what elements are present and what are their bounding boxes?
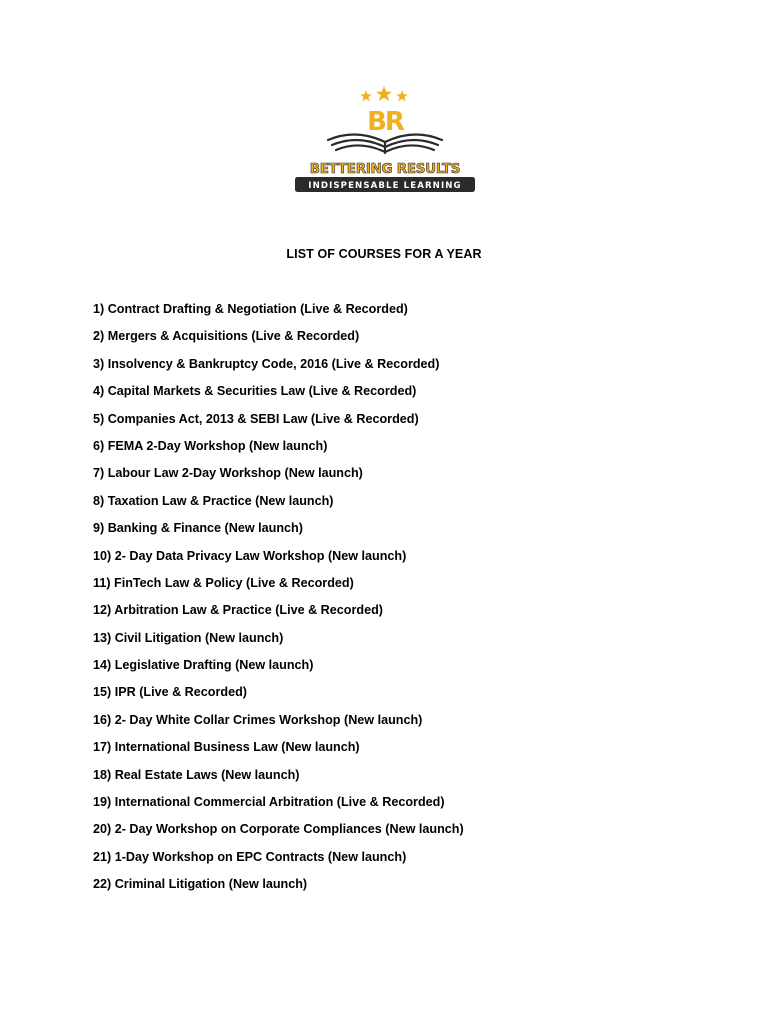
course-item: 11) FinTech Law & Policy (Live & Recorded) <box>93 575 354 590</box>
course-item: 18) Real Estate Laws (New launch) <box>93 767 300 782</box>
course-item: 2) Mergers & Acquisitions (Live & Recorded) <box>93 329 360 344</box>
course-item: 4) Capital Markets & Securities Law (Live & Recorded) <box>93 384 417 399</box>
course-item: 22) Criminal Litigation (New launch) <box>93 877 308 892</box>
course-item: 16) 2- Day White Collar Crimes Workshop (New launch) <box>93 712 423 727</box>
course-item: 14) Legislative Drafting (New launch) <box>93 658 314 673</box>
course-item: 21) 1-Day Workshop on EPC Contracts (New launch) <box>93 849 407 864</box>
course-item: 13) Civil Litigation (New launch) <box>93 630 284 645</box>
logo-tagline: INDISPENSABLE LEARNING <box>308 181 462 192</box>
course-item: 10) 2- Day Data Privacy Law Workshop (New launch) <box>93 548 407 563</box>
course-item: 12) Arbitration Law & Practice (Live & Recorded) <box>93 603 383 618</box>
course-item: 5) Companies Act, 2013 & SEBI Law (Live & Recorded) <box>93 411 419 426</box>
logo-brand-name: BETTERING RESULTS <box>309 161 461 177</box>
course-list <box>93 301 464 904</box>
course-item: 17) International Business Law (New launch) <box>93 740 360 755</box>
page-title: LIST OF COURSES FOR A YEAR <box>286 247 482 261</box>
course-item: 15) IPR (Live & Recorded) <box>93 685 247 700</box>
logo-monogram: BR <box>367 107 403 137</box>
star-icon <box>396 90 408 101</box>
bettering-results-logo <box>290 84 480 196</box>
course-item: 6) FEMA 2-Day Workshop (New launch) <box>93 438 328 453</box>
course-item: 9) Banking & Finance (New launch) <box>93 521 303 536</box>
open-book-icon <box>328 134 442 153</box>
course-item: 1) Contract Drafting & Negotiation (Live & Recorded) <box>93 302 408 316</box>
course-item: 20) 2- Day Workshop on Corporate Compliances (New launch) <box>93 822 464 837</box>
course-item: 7) Labour Law 2-Day Workshop (New launch) <box>93 466 363 481</box>
course-item: 8) Taxation Law & Practice (New launch) <box>93 493 334 508</box>
course-item: 19) International Commercial Arbitration (Live & Recorded) <box>93 795 445 810</box>
course-item: 3) Insolvency & Bankruptcy Code, 2016 (Live & Recorded) <box>93 356 440 371</box>
star-icon <box>360 90 372 101</box>
star-icon <box>376 86 392 101</box>
